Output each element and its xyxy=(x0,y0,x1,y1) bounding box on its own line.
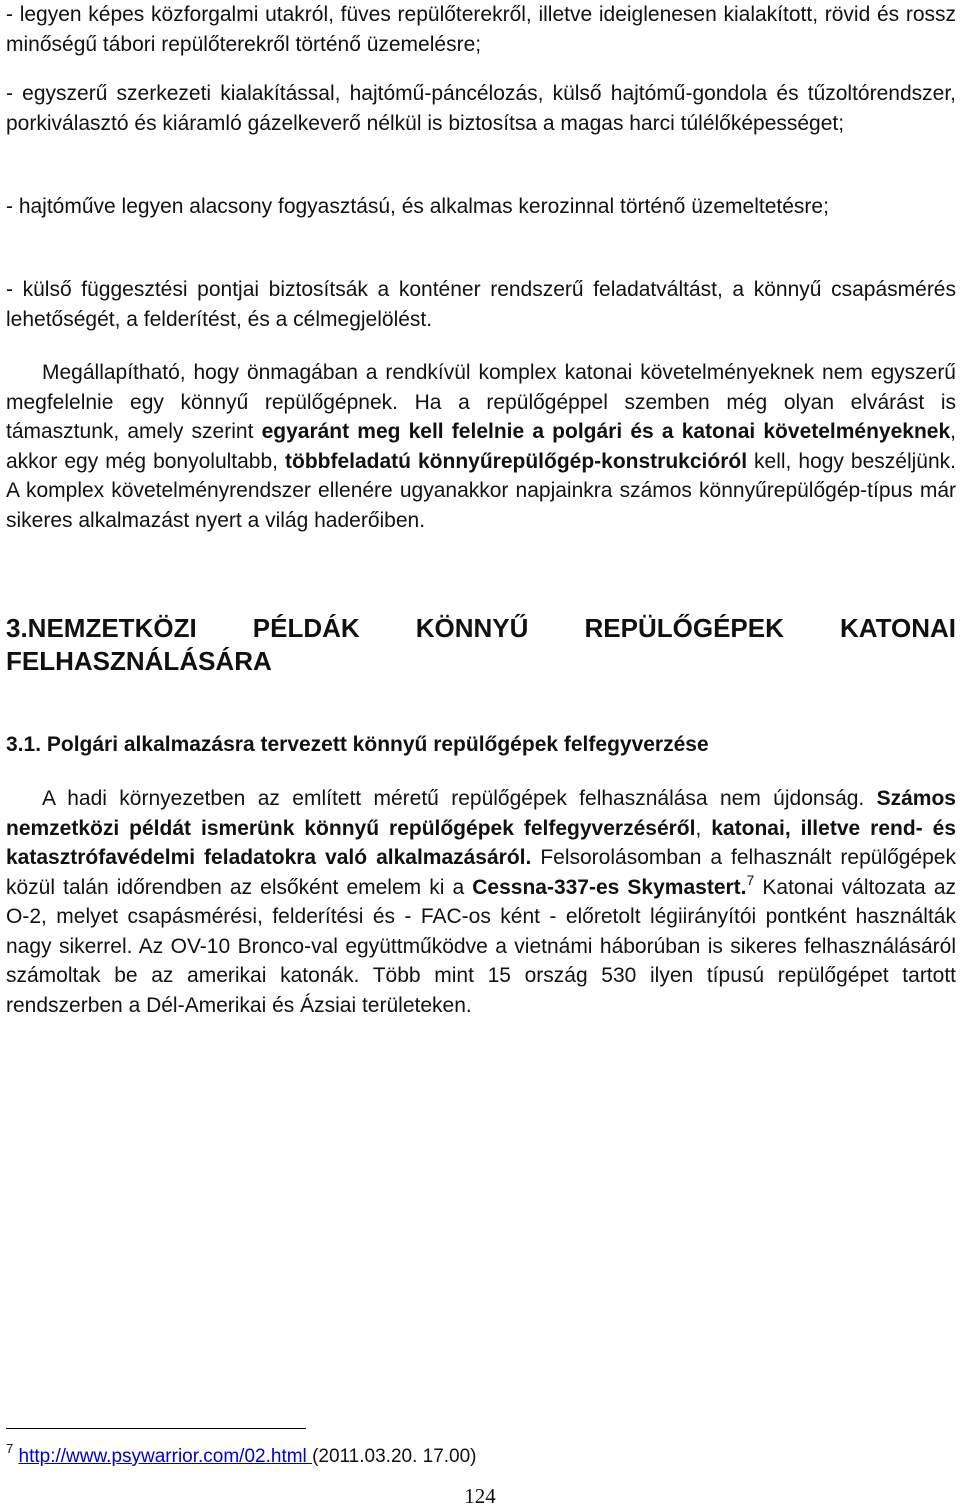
text-run: Katonai változata az O-2, melyet csapásmérési, felderítési és - FAC-os ként - előretolt légiirányítói pontként használták nagy sikerrel. Az OV-10 Bronco-val együttműködve a vietnámi háborúban is sikeres felhasználásáról számoltak be az amerikai katonák. Több mint 15 ország 530 ilyen típusú repülőgépet tartott rendszerben a Dél-Amerikai és Ázsiai területeken. xyxy=(6,875,956,1017)
bold-phrase: Cessna-337-es Skymastert. xyxy=(472,875,747,899)
paragraph-examples xyxy=(6,784,956,1020)
text-run: Megállapítható, hogy önmagában a rendkívül komplex katonai követelményeknek nem egyszerű megfelelnie egy könnyű repülőgépnek. Ha a repülőgéppel szemben még olyan elvárást is támasztunk, amely szerint xyxy=(6,361,956,443)
footnote xyxy=(6,1436,956,1470)
bold-phrase: egyaránt meg kell felelnie a polgári és a katonai követelményeknek xyxy=(261,420,951,443)
text-run: , akkor egy még bonyolultabb, xyxy=(6,420,956,473)
bold-phrase: katonai, illetve rend- és katasztrófavédelmi feladatokra való alkalmazásáról. xyxy=(6,816,957,869)
bold-phrase: többfeladatú könnyűrepülőgép-konstrukcióról xyxy=(285,449,748,473)
requirement-bullet-3: - hajtóműve legyen alacsony fogyasztású, és alkalmas kerozinnal történő üzemeltetésre; xyxy=(6,195,829,218)
text-run: , xyxy=(695,816,712,840)
requirement-bullet-2: - egyszerű szerkezeti kialakítással, hajtómű-páncélozás, külső hajtómű-gondola és tűzoltórendszer, porkiválasztó és kiáramló gázelkeverő nélkül is biztosítsa a magas harci túlélőképességet; xyxy=(6,82,956,135)
text-run: Felsorolásomban a felhasznált repülőgépek közül talán időrendben az elsőként emelem ki a xyxy=(6,846,956,899)
requirement-bullet-4: - külső függesztési pontjai biztosítsák a konténer rendszerű feladatváltást, a könnyű csapásmérés lehetőségét, a felderítést, és a célmegjelölést. xyxy=(6,278,956,331)
paragraph-conclusion xyxy=(6,358,956,535)
footnote-link[interactable]: http://www.psywarrior.com/02.html xyxy=(18,1446,313,1467)
bold-phrase: Számos nemzetközi példát ismerünk könnyű repülőgépek felfegyverzéséről xyxy=(6,787,956,840)
footnote-reference[interactable]: 7 xyxy=(746,871,755,888)
section-heading: 3.NEMZETKÖZI PÉLDÁK KÖNNYŰ REPÜLŐGÉPEK KATONAI FELHASZNÁLÁSÁRA xyxy=(6,613,956,676)
footnote-number: 7 xyxy=(6,1441,14,1456)
text-run: A hadi környezetben az említett méretű repülőgépek felhasználása nem újdonság. xyxy=(42,787,877,810)
subsection-heading: 3.1. Polgári alkalmazásra tervezett könnyű repülőgépek felfegyverzése xyxy=(6,733,709,756)
footnote-date: (2011.03.20. 17.00) xyxy=(312,1446,477,1467)
footnote-separator xyxy=(6,1428,306,1429)
page-number: 124 xyxy=(464,1484,496,1508)
text-run: kell, hogy beszéljünk. A komplex követelményrendszer ellenére ugyanakkor napjainkra számos könnyűrepülőgép-típus már sikeres alkalmazást nyert a világ haderőiben. xyxy=(6,449,956,532)
requirement-bullet-1: - legyen képes közforgalmi utakról, füves repülőterekről, illetve ideiglenesen kialakított, rövid és rossz minőségű tábori repülőterekről történő üzemelésre; xyxy=(6,3,956,56)
